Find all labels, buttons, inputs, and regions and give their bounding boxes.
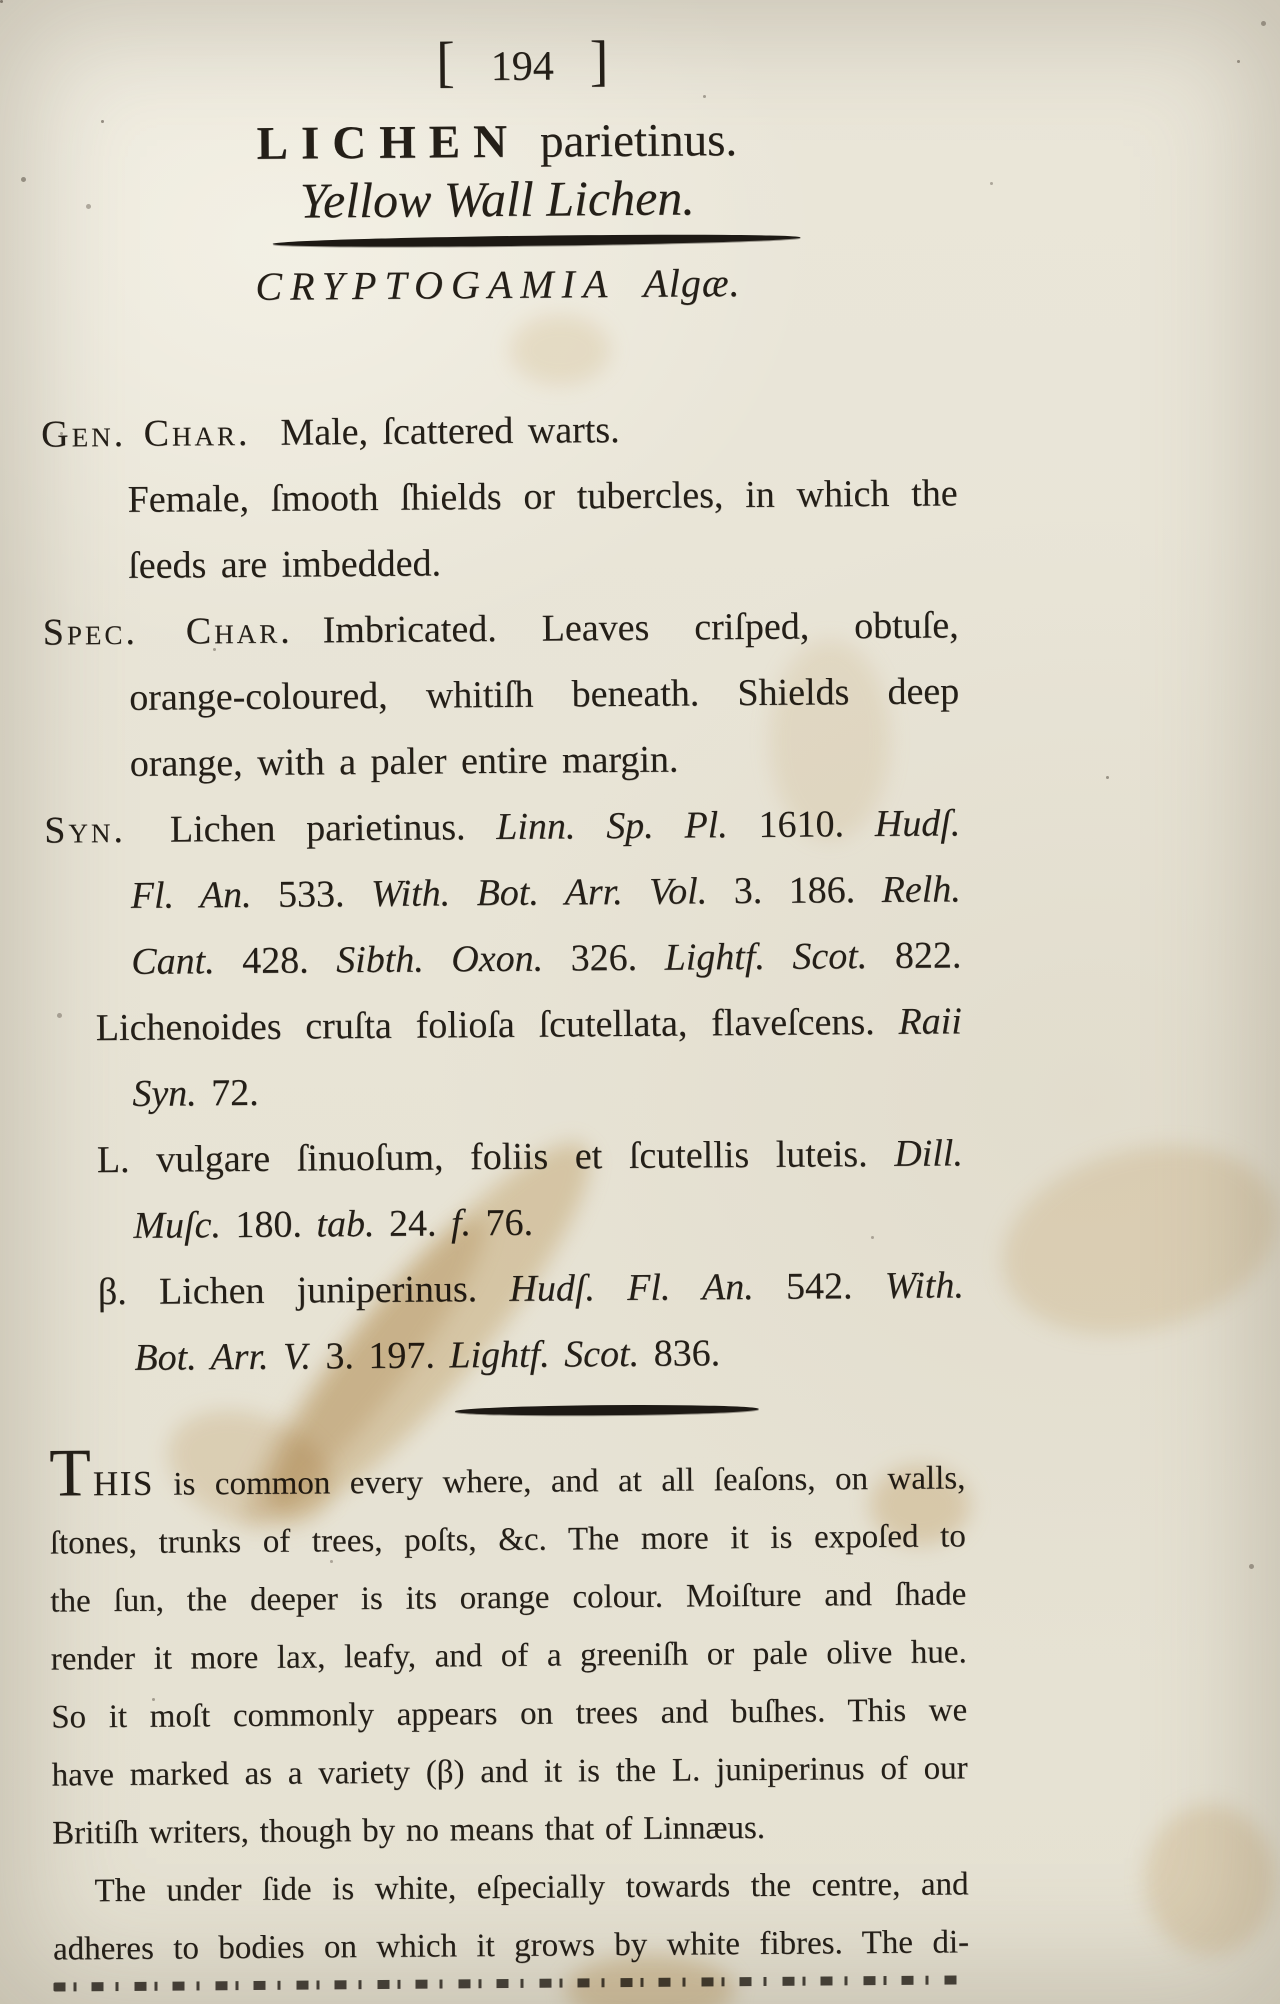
drop-cap-rest: HIS bbox=[92, 1463, 155, 1504]
citation-number: 542. bbox=[785, 1265, 853, 1308]
citation: Dill. bbox=[894, 1132, 964, 1175]
description-blocks bbox=[41, 394, 965, 1391]
citation-number: 836. bbox=[653, 1332, 721, 1375]
text-line: orange-coloured, whitiſh beneath. Shields deep bbox=[129, 670, 960, 719]
citation: With. Bot. Arr. Vol. bbox=[370, 870, 708, 916]
text-line: orange, with a paler entire margin. bbox=[129, 738, 679, 785]
text-line bbox=[97, 1120, 963, 1193]
text-line: render it more lax, leafy, and of a greeniſh or pale olive hue. bbox=[50, 1634, 967, 1678]
citation: Sibth. Oxon. bbox=[336, 937, 544, 982]
citation-number: 180. bbox=[235, 1203, 303, 1247]
text-line bbox=[131, 856, 961, 929]
text-line: the ſun, the deeper is its orange colour. Moiſture and ſhade bbox=[50, 1576, 967, 1620]
text-line bbox=[42, 592, 958, 665]
text-line: The under ſide is white, eſpecially towards the centre, and bbox=[94, 1866, 969, 1910]
body-paragraph-2 bbox=[52, 1855, 969, 1978]
genus-name: LICHEN bbox=[256, 115, 521, 170]
common-name: Yellow Wall Lichen. bbox=[299, 169, 696, 229]
text-line bbox=[132, 1054, 962, 1127]
citation-number: 326. bbox=[570, 936, 638, 980]
citation-number: 24. bbox=[388, 1202, 437, 1245]
page-content bbox=[38, 26, 969, 1991]
citation: Raii bbox=[898, 1000, 962, 1043]
text-line bbox=[96, 988, 962, 1061]
citation: Linn. Sp. Pl. bbox=[496, 804, 728, 849]
page-number: 194 bbox=[490, 43, 554, 91]
page-number-row bbox=[64, 32, 980, 101]
citation-number: 822. bbox=[894, 934, 962, 977]
citation: Bot. Arr. V. bbox=[134, 1335, 312, 1379]
species-epithet: parietinus. bbox=[539, 114, 738, 168]
text-line bbox=[134, 1318, 964, 1391]
swelled-rule-top bbox=[273, 232, 801, 248]
citation: Muſc. bbox=[133, 1204, 222, 1247]
synonym-name: Lichenoides cruſta folioſa ſcutellata, flaveſcens. bbox=[95, 1001, 875, 1050]
text-line bbox=[44, 790, 960, 863]
synonym-name: β. Lichen juniperinus. bbox=[97, 1268, 478, 1314]
text-line: Britiſh writers, though by no means that of Linnæus. bbox=[52, 1809, 766, 1852]
text-line bbox=[133, 1186, 963, 1259]
class-name: CRYPTOGAMIA bbox=[255, 261, 616, 309]
taxonomy-line bbox=[40, 256, 956, 313]
swelled-rule-middle bbox=[455, 1404, 759, 1416]
citation: Relh. bbox=[881, 868, 961, 911]
citation: Lightf. Scot. bbox=[664, 935, 868, 979]
species-title bbox=[39, 110, 955, 173]
syn-label: Syn. bbox=[44, 808, 127, 852]
spec-char-label: Spec. Char. bbox=[42, 609, 293, 654]
body-text: is common every where, and at all ſeaſons, on walls, bbox=[173, 1460, 966, 1503]
citation-number: 76. bbox=[485, 1201, 534, 1245]
paper-specks bbox=[0, 0, 3, 3]
gen-char-label: Gen. Char. bbox=[40, 411, 251, 456]
citation: tab. bbox=[316, 1202, 375, 1246]
citation: f. bbox=[450, 1202, 472, 1245]
text-line: ſtones, trunks of trees, poſts, &c. The more it is expoſed to bbox=[49, 1518, 966, 1562]
text-line: ſeeds are imbedded. bbox=[128, 542, 442, 587]
paper-stain bbox=[981, 1117, 1280, 1363]
citation-number: 3. 186. bbox=[733, 869, 856, 913]
citation: Fl. An. bbox=[130, 873, 252, 917]
synonym-name: L. vulgare ſinuoſum, foliis et ſcutellis luteis. bbox=[96, 1133, 868, 1182]
citation: Lightf. Scot. bbox=[449, 1332, 640, 1377]
text-line: have marked as a variety (β) and it is the L. juniperinus of our bbox=[51, 1750, 968, 1794]
text-line: adheres to bodies on which it grows by white fibres. The di- bbox=[52, 1924, 970, 1968]
citation-number: 72. bbox=[211, 1071, 259, 1115]
text-line bbox=[41, 394, 957, 467]
synonym-name: Lichen parietinus. bbox=[169, 806, 466, 851]
citation-number: 1610. bbox=[758, 803, 845, 846]
paper-stain bbox=[1145, 1805, 1275, 1955]
division-name: Algæ. bbox=[643, 260, 741, 306]
text-line bbox=[131, 922, 961, 995]
spec-char-text: Imbricated. Leaves criſped, obtuſe, bbox=[322, 604, 959, 652]
citation: Cant. bbox=[131, 940, 215, 983]
text-line bbox=[98, 1252, 964, 1325]
citation: Hudſ. Fl. An. bbox=[509, 1266, 754, 1310]
citation: With. bbox=[884, 1264, 965, 1307]
text-line bbox=[49, 1434, 966, 1514]
citation: Syn. bbox=[132, 1072, 197, 1115]
gen-char-text: Male, ſcattered warts. bbox=[280, 409, 620, 454]
text-line: Female, ſmooth ſhields or tubercles, in which the bbox=[127, 472, 958, 521]
citation-number: 533. bbox=[277, 873, 345, 916]
text-line: So it moſt commonly appears on trees and buſhes. This we bbox=[51, 1692, 968, 1736]
drop-cap: T bbox=[49, 1434, 94, 1511]
cut-off-next-line bbox=[53, 1975, 958, 1991]
citation-number: 428. bbox=[242, 939, 309, 983]
citation-number: 3. 197. bbox=[325, 1334, 436, 1378]
body-paragraph-1 bbox=[49, 1434, 968, 1862]
citation: Hudſ. bbox=[874, 802, 961, 846]
